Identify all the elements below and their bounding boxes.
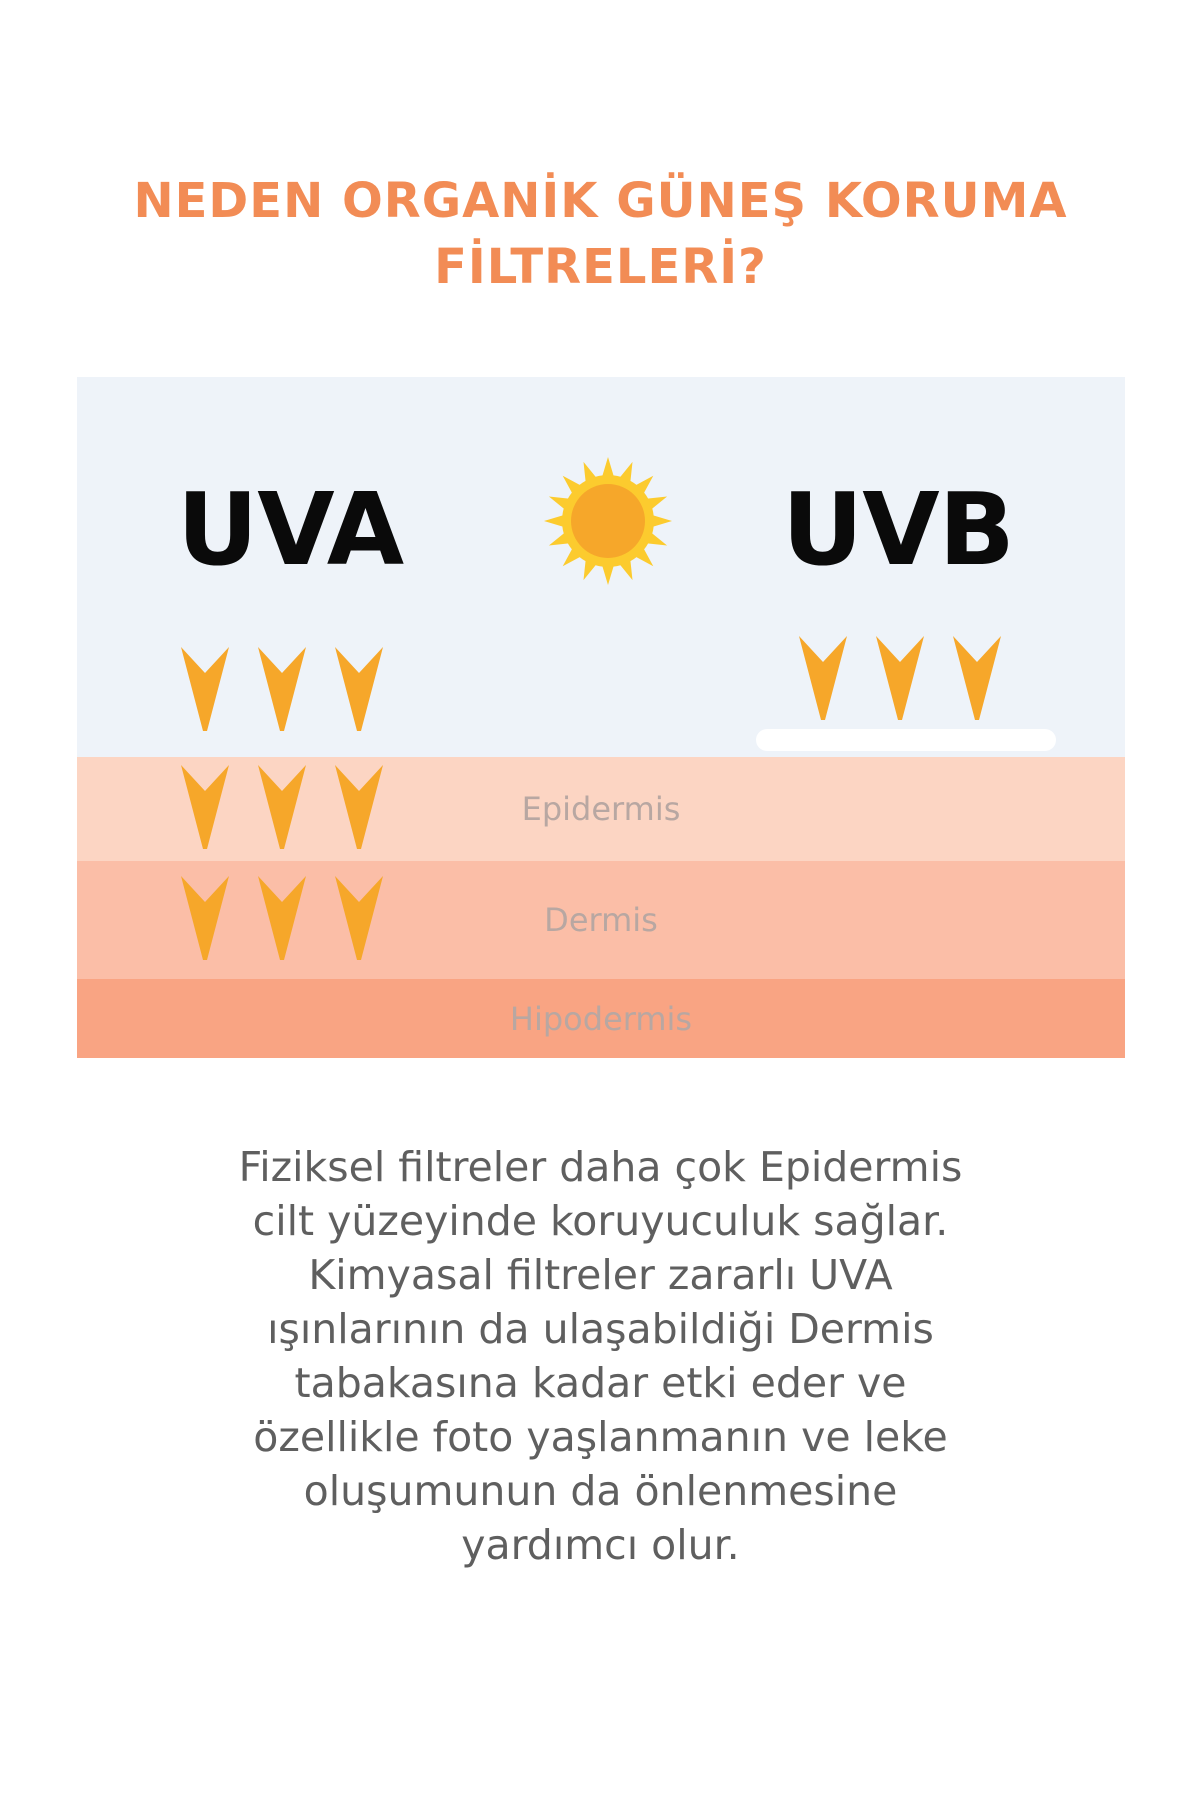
description-text — [100, 1140, 1101, 1572]
sun-core — [571, 484, 645, 558]
ray-arrow-icon — [181, 647, 229, 731]
description-line: yardımcı olur. — [461, 1521, 740, 1569]
description-line: ışınlarının da ulaşabildiği Dermis — [267, 1305, 934, 1353]
ray-arrow-icon — [258, 765, 306, 849]
uva-label: UVA — [177, 471, 404, 588]
ray-arrow-icon — [876, 636, 924, 720]
hipodermis-label: Hipodermis — [509, 999, 693, 1038]
sun-icon — [544, 457, 672, 585]
ray-arrow-icon — [953, 636, 1001, 720]
title-line-1: NEDEN ORGANİK GÜNEŞ KORUMA — [133, 173, 1068, 229]
description-line: tabakasına kadar etki eder ve — [294, 1359, 907, 1407]
dermis-label: Dermis — [544, 901, 658, 939]
description-line: cilt yüzeyinde koruyuculuk sağlar. — [252, 1197, 949, 1245]
ray-arrow-icon — [258, 876, 306, 960]
uv-skin-diagram — [77, 377, 1125, 1058]
ray-arrow-icon — [335, 647, 383, 731]
description-line: Kimyasal filtreler zararlı UVA — [308, 1251, 893, 1299]
title-line-2: FİLTRELERİ? — [434, 239, 767, 295]
uvb-label: UVB — [782, 471, 1014, 588]
ray-arrow-icon — [799, 636, 847, 720]
ray-arrow-icon — [335, 876, 383, 960]
page-title — [60, 168, 1141, 300]
ray-arrow-icon — [258, 647, 306, 731]
description-line: oluşumunun da önlenmesine — [303, 1467, 898, 1515]
epidermis-label: Epidermis — [521, 790, 681, 828]
description-line: Fiziksel filtreler daha çok Epidermis — [238, 1143, 963, 1191]
ray-arrow-icon — [335, 765, 383, 849]
ray-arrow-icon — [181, 876, 229, 960]
ray-arrows — [181, 636, 1001, 960]
diagram-graphics — [77, 377, 1125, 1058]
ray-arrow-icon — [181, 765, 229, 849]
description-line: özellikle foto yaşlanmanın ve leke — [253, 1413, 948, 1461]
